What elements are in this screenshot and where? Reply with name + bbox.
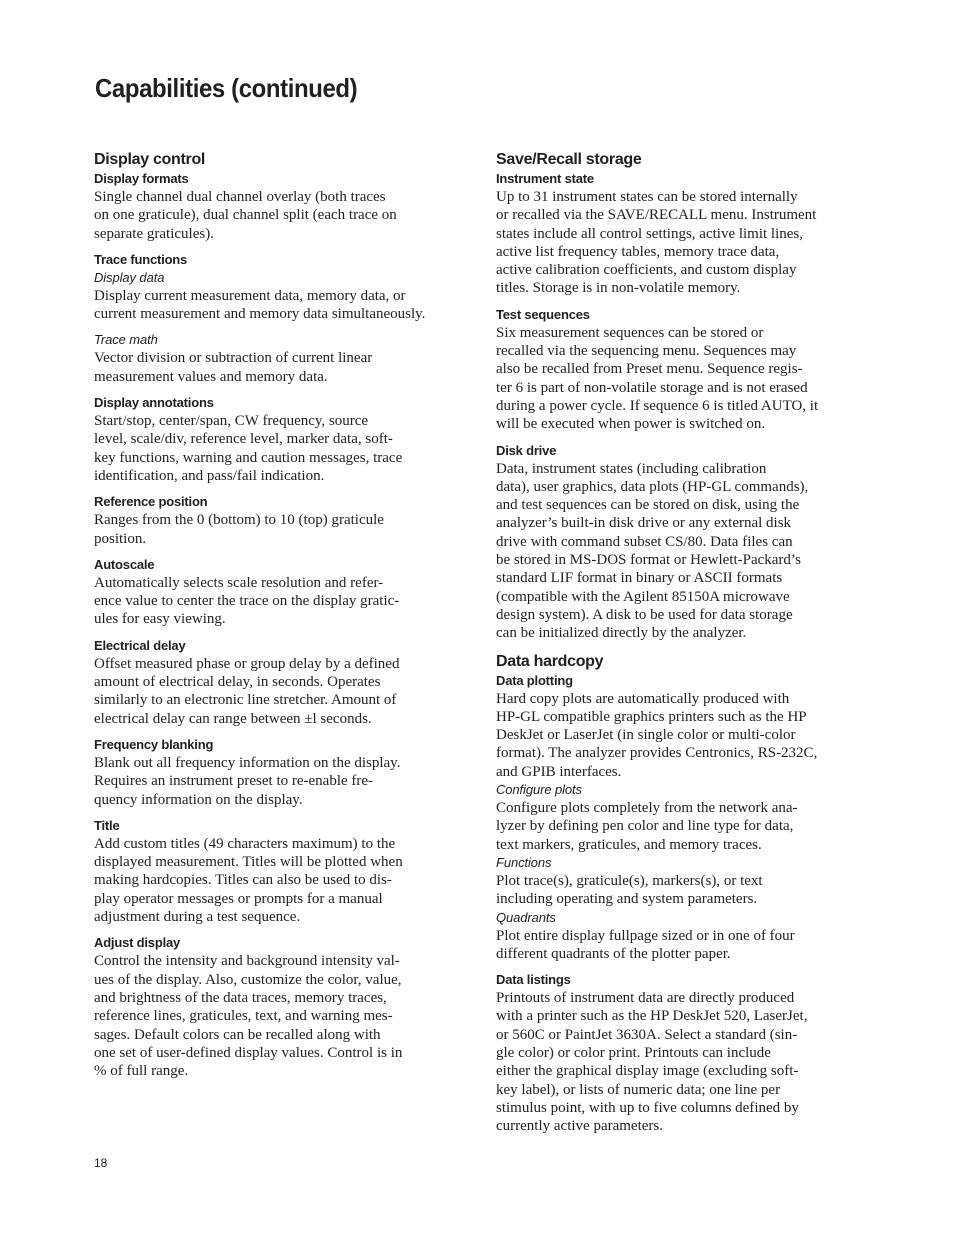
- data-plotting-heading: Data plotting: [496, 672, 573, 688]
- display-annotations-block: [94, 394, 462, 485]
- electrical-delay-block: [94, 637, 462, 728]
- functions-text: Plot trace(s), graticule(s), markers(s), or text including operating and system parameters.: [496, 872, 763, 908]
- title-text: Add custom titles (49 characters maximum) to the displayed measurement. Titles will be plotted when making hardcopies. Titles can also be used to dis- play operator messages or prompts for a manual adjustment during a test sequence.: [94, 835, 403, 926]
- instrument-state-block: [496, 170, 864, 298]
- data-plotting-block: [496, 672, 864, 964]
- disk-drive-block: [496, 442, 864, 643]
- instrument-state-text: Up to 31 instrument states can be stored internally or recalled via the SAVE/RECALL menu. Instrument states include all control settings, active limit lines, active list frequency tables, memory trace data, active calibration coefficients, and custom display titles. Storage is in non-volatile memory.: [496, 189, 817, 297]
- save-recall-section: [496, 149, 864, 643]
- frequency-blanking-heading: Frequency blanking: [94, 736, 214, 752]
- trace-functions-heading: Trace functions: [94, 251, 188, 267]
- adjust-display-heading: Adjust display: [94, 935, 181, 951]
- display-formats-block: [94, 170, 462, 243]
- autoscale-text: Automatically selects scale resolution and refer- ence value to center the trace on the display gratic- ules for easy viewing.: [94, 574, 400, 628]
- title-block: [94, 817, 462, 926]
- trace-math-label: Trace math: [94, 332, 158, 348]
- frequency-blanking-text: Blank out all frequency information on the display. Requires an instrument preset to re-enable fre- quency information on the display.: [94, 754, 401, 808]
- quadrants-label: Quadrants: [496, 909, 556, 925]
- disk-drive-text: Data, instrument states (including calibration data), user graphics, data plots (HP-GL commands), and test sequences can be stored on disk, using the analyzer’s built-in disk drive or any external disk drive with command subset CS/80. Data files can be stored in MS-DOS format or Hewlett-Packard’s standard LIF format in binary or ASCII formats (compatible with the Agilent 85150A microwave design system). A disk to be used for data storage can be initialized directly by the analyzer.: [496, 460, 809, 642]
- data-listings-block: [496, 971, 864, 1135]
- left-column: [94, 149, 462, 1080]
- trace-functions-block: [94, 251, 462, 386]
- reference-position-block: [94, 493, 462, 548]
- title-heading: Title: [94, 817, 120, 833]
- page-title: Capabilities (continued): [95, 73, 358, 103]
- disk-drive-heading: Disk drive: [496, 442, 557, 458]
- right-column: [496, 149, 864, 1135]
- autoscale-heading: Autoscale: [94, 556, 155, 572]
- display-control-section: [94, 149, 462, 1080]
- reference-position-heading: Reference position: [94, 494, 208, 510]
- quadrants-text: Plot entire display fullpage sized or in one of four different quadrants of the plotter paper.: [496, 927, 795, 962]
- display-formats-text: Single channel dual channel overlay (both traces on one graticule), dual channel split (each trace on separate graticules).: [94, 189, 397, 242]
- adjust-display-block: [94, 934, 462, 1080]
- electrical-delay-heading: Electrical delay: [94, 637, 186, 653]
- reference-position-text: Ranges from the 0 (bottom) to 10 (top) graticule position.: [94, 512, 384, 547]
- data-hardcopy-heading: Data hardcopy: [496, 652, 604, 670]
- data-listings-text: Printouts of instrument data are directly produced with a printer such as the HP DeskJet 520, LaserJet, or 560C or PaintJet 3630A. Select a standard (sin- gle color) or color print. Printouts can include either the graphical display image (excluding soft- key label), or lists of numeric data; one line per stimulus point, with up to five columns defined by currently active parameters.: [496, 990, 808, 1135]
- data-hardcopy-section: [496, 651, 864, 1136]
- page-number: 18: [94, 1156, 108, 1170]
- test-sequences-block: [496, 306, 864, 434]
- configure-plots-text: Configure plots completely from the network ana- lyzer by defining pen color and line type for data, text markers, graticules, and memory traces.: [496, 800, 798, 853]
- instrument-state-heading: Instrument state: [496, 171, 594, 186]
- frequency-blanking-block: [94, 736, 462, 809]
- autoscale-block: [94, 556, 462, 629]
- save-recall-heading: Save/Recall storage: [496, 151, 642, 168]
- display-control-heading: Display control: [94, 151, 206, 168]
- configure-plots-label: Configure plots: [496, 782, 582, 798]
- data-listings-heading: Data listings: [496, 972, 571, 988]
- electrical-delay-text: Offset measured phase or group delay by a defined amount of electrical delay, in seconds. Operates similarly to an electronic line stretcher. Amount of electrical delay can range between ±l seconds.: [94, 655, 400, 727]
- display-annotations-heading: Display annotations: [94, 395, 214, 411]
- test-sequences-text: Six measurement sequences can be stored or recalled via the sequencing menu. Sequences may also be recalled from Preset menu. Sequence regis- ter 6 is part of non-volatile storage and is not erased during a power cycle. If sequence 6 is titled AUTO, it will be executed when power is switched on.: [496, 324, 819, 433]
- data-plotting-text: Hard copy plots are automatically produced with HP-GL compatible graphics printers such as the HP DeskJet or LaserJet (in single color or multi-color format). The analyzer provides Centronics, RS-232C, and GPIB interfaces.: [496, 690, 818, 780]
- display-data-label: Display data: [94, 269, 165, 285]
- trace-math-text: Vector division or subtraction of current linear measurement values and memory data.: [94, 350, 373, 385]
- functions-label: Functions: [496, 854, 552, 870]
- adjust-display-text: Control the intensity and background intensity val- ues of the display. Also, customize the color, value, and brightness of the data traces, memory traces, reference lines, graticules, text, and warning mes- sages. Default colors can be recalled along with one set of user-defined display values. Control is in % of full range.: [94, 953, 403, 1080]
- test-sequences-heading: Test sequences: [496, 306, 590, 322]
- display-annotations-text: Start/stop, center/span, CW frequency, source level, scale/div, reference level, marker data, soft- key functions, warning and caution messages, trace identification, and pass/fail indication.: [94, 413, 403, 484]
- display-formats-heading: Display formats: [94, 171, 189, 186]
- display-data-text: Display current measurement data, memory data, or current measurement and memory data simultaneously.: [94, 287, 426, 323]
